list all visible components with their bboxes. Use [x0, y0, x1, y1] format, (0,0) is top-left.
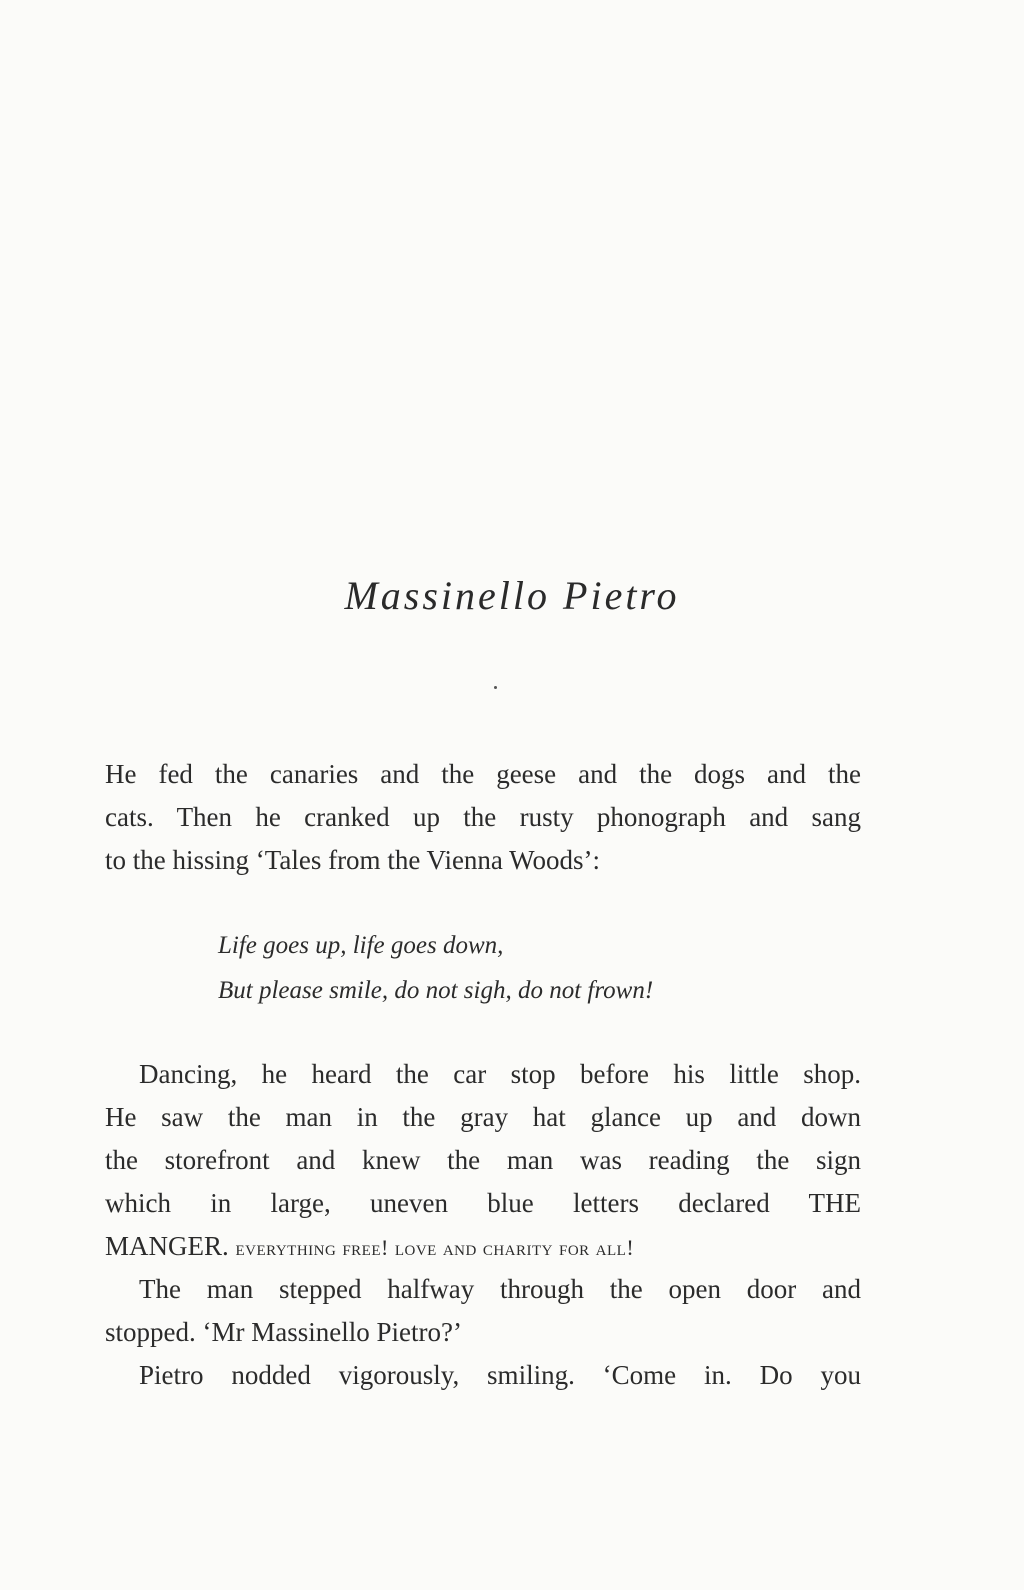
paragraph-line: Dancing, he heard the car stop before his little shop. — [139, 1059, 861, 1089]
paragraph-3 — [105, 1268, 861, 1354]
song-verse — [218, 923, 653, 1013]
paragraph-line: to the hissing ‘Tales from the Vienna Woods’: — [105, 845, 600, 875]
paragraph-line: Pietro nodded vigorously, smiling. ‘Come in. Do you — [139, 1360, 861, 1390]
paragraph-4 — [105, 1354, 861, 1397]
paragraph-line: The man stepped halfway through the open door and — [139, 1274, 861, 1304]
paragraph-line: which in large, uneven blue letters declared THE — [105, 1188, 861, 1218]
paragraph-line: cats. Then he cranked up the rusty phonograph and sang — [105, 802, 861, 832]
verse-line: Life goes up, life goes down, — [218, 932, 504, 959]
paragraph-line: He saw the man in the gray hat glance up and down — [105, 1102, 861, 1132]
paragraph-line: He fed the canaries and the geese and the dogs and the — [105, 759, 861, 789]
sign-start: MANGER. — [105, 1231, 229, 1261]
paragraph-2 — [105, 1053, 861, 1268]
sign-smallcaps: everything free! love and charity for all! — [235, 1235, 635, 1260]
ornament-dot — [494, 686, 497, 689]
paragraph-line: the storefront and knew the man was reading the sign — [105, 1145, 861, 1175]
verse-line: But please smile, do not sigh, do not frown! — [218, 977, 654, 1004]
paragraph-1 — [105, 753, 861, 882]
paragraph-line: stopped. ‘Mr Massinello Pietro?’ — [105, 1317, 462, 1347]
sign-text-line — [105, 1225, 861, 1268]
chapter-title: Massinello Pietro — [344, 573, 680, 618]
